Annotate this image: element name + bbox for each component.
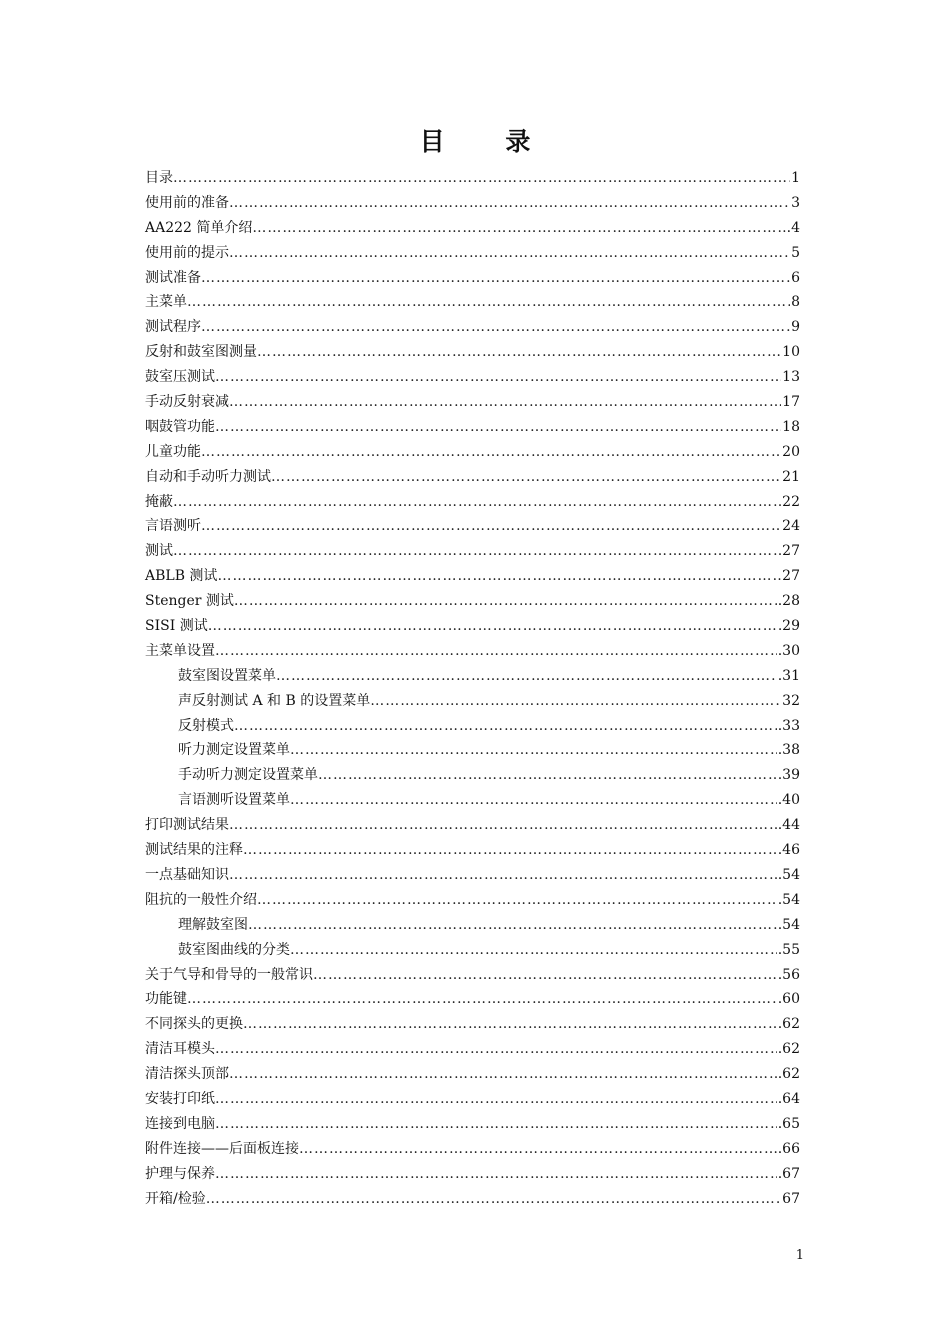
toc-entry-label: 言语测听: [145, 518, 201, 535]
toc-leader-dots: [215, 1087, 777, 1112]
toc-entry-label: 主菜单: [145, 294, 187, 311]
toc-entry: [145, 440, 800, 465]
toc-entry-label: 言语测听设置菜单: [178, 792, 290, 809]
toc-leader-dots: [173, 166, 790, 191]
toc-leader-dots: [208, 614, 781, 639]
toc-entry-label: 功能键: [145, 991, 187, 1008]
toc-entry-label: 开箱/检验: [145, 1190, 206, 1207]
toc-entry-page: .40: [777, 792, 800, 809]
toc-entry-page: .62: [777, 1016, 800, 1033]
toc-leader-dots: [229, 241, 790, 266]
toc-leader-dots: [229, 1062, 777, 1087]
toc-entry: [145, 888, 800, 913]
toc-entry-label: 掩蔽: [145, 493, 173, 510]
toc-entry-label: 反射和鼓室图测量: [145, 344, 257, 361]
toc-entry: [145, 365, 800, 390]
toc-entry-page: 18: [782, 418, 800, 435]
toc-entry-label: 手动反射衰减: [145, 394, 229, 411]
toc-entry: [145, 1062, 800, 1087]
toc-leader-dots: [248, 913, 777, 938]
toc-entry-label: 不同探头的更换: [145, 1016, 243, 1033]
toc-leader-dots: [299, 1137, 777, 1162]
toc-leader-dots: [257, 888, 777, 913]
toc-entry: [145, 1187, 800, 1212]
toc-entry-page: .67: [777, 1165, 800, 1182]
toc-entry-label: 咽鼓管功能: [145, 418, 215, 435]
toc-entry-page: 9: [791, 319, 800, 336]
toc-leader-dots: [234, 714, 777, 739]
toc-entry: [145, 1012, 800, 1037]
toc-entry-page: .56: [777, 966, 800, 983]
toc-entry-page: .38: [777, 742, 800, 759]
toc-leader-dots: [217, 564, 781, 589]
toc-leader-dots: [276, 664, 777, 689]
toc-leader-dots: [313, 963, 777, 988]
toc-entry-label: 打印测试结果: [145, 817, 229, 834]
toc-entry-page: .46: [777, 842, 800, 859]
toc-entry-page: 27: [782, 568, 800, 585]
toc-entry-label: 附件连接——后面板连接: [145, 1140, 299, 1157]
toc-entry-label: 测试程序: [145, 319, 201, 336]
toc-entry: [145, 340, 800, 365]
toc-entry-page: .33: [777, 717, 800, 734]
toc-leader-dots: [215, 1162, 777, 1187]
toc-entry-page: 5: [791, 244, 800, 261]
toc-entry: [145, 938, 800, 963]
toc-entry-page: .62: [777, 1041, 800, 1058]
toc-entry-label: 主菜单设置: [145, 642, 215, 659]
toc-entry: [145, 241, 800, 266]
toc-leader-dots: [243, 838, 777, 863]
toc-entry: [145, 589, 800, 614]
toc-leader-dots: [290, 938, 777, 963]
toc-entry-label: 使用前的准备: [145, 194, 229, 211]
toc-leader-dots: [290, 738, 777, 763]
toc-entry-label: 安装打印纸: [145, 1090, 215, 1107]
toc-entry: [145, 191, 800, 216]
toc-entry-page: .4: [786, 219, 800, 236]
toc-entry: [145, 1037, 800, 1062]
toc-entry-page: .54: [777, 866, 800, 883]
page-title: 目 录: [419, 127, 557, 156]
toc-entry: [145, 863, 800, 888]
table-of-contents: [145, 166, 800, 1211]
toc-entry-page: .64: [777, 1090, 800, 1107]
toc-entry: [145, 514, 800, 539]
toc-entry-label: 清洁耳模头: [145, 1041, 215, 1058]
toc-entry-page: .30: [777, 642, 800, 659]
toc-entry-page: 1: [791, 170, 800, 186]
toc-entry-label: 反射模式: [178, 717, 234, 734]
toc-entry: [145, 290, 800, 315]
toc-entry: [145, 813, 800, 838]
toc-entry-page: 13: [782, 369, 800, 386]
toc-entry-page: 17: [782, 394, 800, 411]
toc-entry-label: 目录: [145, 170, 173, 186]
toc-leader-dots: [187, 987, 777, 1012]
toc-entry: [145, 913, 800, 938]
toc-leader-dots: [318, 763, 777, 788]
toc-entry-page: .39: [777, 767, 800, 784]
toc-entry-label: 鼓室图曲线的分类: [178, 941, 290, 958]
toc-entry-page: 67: [782, 1190, 800, 1207]
toc-entry: [145, 564, 800, 589]
toc-entry: [145, 1162, 800, 1187]
toc-entry-page: 10: [782, 344, 800, 361]
toc-leader-dots: [257, 340, 781, 365]
toc-leader-dots: [206, 1187, 781, 1212]
page-number: 1: [795, 1248, 804, 1263]
toc-leader-dots: [173, 539, 781, 564]
toc-entry-label: Stenger 测试: [145, 593, 234, 610]
toc-entry: [145, 987, 800, 1012]
toc-entry-label: 一点基础知识: [145, 866, 229, 883]
toc-entry: [145, 963, 800, 988]
toc-entry-label: 测试: [145, 543, 173, 560]
toc-leader-dots: [229, 390, 781, 415]
toc-entry-page: .31: [777, 667, 800, 684]
toc-entry-label: 阻抗的一般性介绍: [145, 891, 257, 908]
toc-entry: [145, 763, 800, 788]
toc-leader-dots: [271, 465, 781, 490]
toc-entry: [145, 689, 800, 714]
toc-entry-page: .54: [777, 916, 800, 933]
toc-leader-dots: [215, 1112, 777, 1137]
toc-entry: [145, 216, 800, 241]
toc-leader-dots: [201, 266, 790, 291]
toc-entry-label: 测试准备: [145, 269, 201, 286]
toc-leader-dots: [215, 415, 781, 440]
toc-entry: [145, 788, 800, 813]
toc-entry-page: 21: [782, 468, 800, 485]
toc-leader-dots: [252, 216, 785, 241]
toc-leader-dots: [215, 639, 777, 664]
toc-entry: [145, 639, 800, 664]
toc-entry: [145, 614, 800, 639]
toc-leader-dots: [201, 440, 781, 465]
toc-entry-page: 27: [782, 543, 800, 560]
toc-entry-label: 清洁探头顶部: [145, 1066, 229, 1083]
toc-entry-page: .65: [777, 1115, 800, 1132]
toc-leader-dots: [229, 191, 790, 216]
toc-entry: [145, 1137, 800, 1162]
toc-entry-label: ABLB 测试: [145, 568, 218, 585]
toc-entry-label: 儿童功能: [145, 443, 201, 460]
toc-leader-dots: [370, 689, 781, 714]
toc-entry: [145, 315, 800, 340]
toc-entry-page: .66: [777, 1140, 800, 1157]
toc-entry: [145, 838, 800, 863]
toc-leader-dots: [201, 315, 790, 340]
toc-leader-dots: [243, 1012, 777, 1037]
toc-entry: [145, 1112, 800, 1137]
toc-entry: [145, 465, 800, 490]
toc-entry: [145, 490, 800, 515]
toc-leader-dots: [215, 1037, 777, 1062]
toc-entry-page: .55: [777, 941, 800, 958]
toc-entry-label: 测试结果的注释: [145, 842, 243, 859]
toc-entry-page: 20: [782, 443, 800, 460]
toc-entry-page: .54: [777, 891, 800, 908]
toc-entry-label: SISI 测试: [145, 618, 208, 635]
toc-entry-label: 连接到电脑: [145, 1115, 215, 1132]
toc-entry: [145, 1087, 800, 1112]
toc-entry-label: 关于气导和骨导的一般常识: [145, 966, 313, 983]
toc-leader-dots: [290, 788, 777, 813]
toc-entry: [145, 738, 800, 763]
toc-entry: [145, 664, 800, 689]
toc-entry-label: 手动听力测定设置菜单: [178, 767, 318, 784]
toc-entry-label: 理解鼓室图: [178, 916, 248, 933]
toc-entry-page: 22: [782, 493, 800, 510]
toc-entry-page: .28: [777, 593, 800, 610]
toc-entry: [145, 539, 800, 564]
toc-entry-page: .44: [777, 817, 800, 834]
toc-entry-label: 鼓室图设置菜单: [178, 667, 276, 684]
toc-entry-page: 24: [782, 518, 800, 535]
toc-leader-dots: [229, 863, 777, 888]
toc-entry-label: 声反射测试 A 和 B 的设置菜单: [178, 692, 371, 709]
toc-leader-dots: [215, 365, 781, 390]
toc-entry-label: 听力测定设置菜单: [178, 742, 290, 759]
toc-leader-dots: [229, 813, 777, 838]
toc-entry-label: AA222 简单介绍: [145, 219, 253, 236]
toc-entry-label: 鼓室压测试: [145, 369, 215, 386]
toc-entry: [145, 266, 800, 291]
toc-entry-page: 3: [791, 194, 800, 211]
toc-entry-page: .62: [777, 1066, 800, 1083]
toc-entry-page: 8: [791, 294, 800, 311]
toc-entry: [145, 166, 800, 191]
toc-leader-dots: [173, 490, 781, 515]
toc-entry: [145, 415, 800, 440]
toc-entry-label: 自动和手动听力测试: [145, 468, 271, 485]
toc-entry: [145, 714, 800, 739]
toc-entry: [145, 390, 800, 415]
toc-entry-page: 29: [782, 618, 800, 635]
toc-entry-page: .60: [777, 991, 800, 1008]
toc-entry-page: 32: [782, 692, 800, 709]
toc-entry-label: 使用前的提示: [145, 244, 229, 261]
toc-entry-page: 6: [791, 269, 800, 286]
toc-leader-dots: [187, 290, 790, 315]
toc-entry-label: 护理与保养: [145, 1165, 215, 1182]
toc-leader-dots: [234, 589, 777, 614]
toc-leader-dots: [201, 514, 781, 539]
